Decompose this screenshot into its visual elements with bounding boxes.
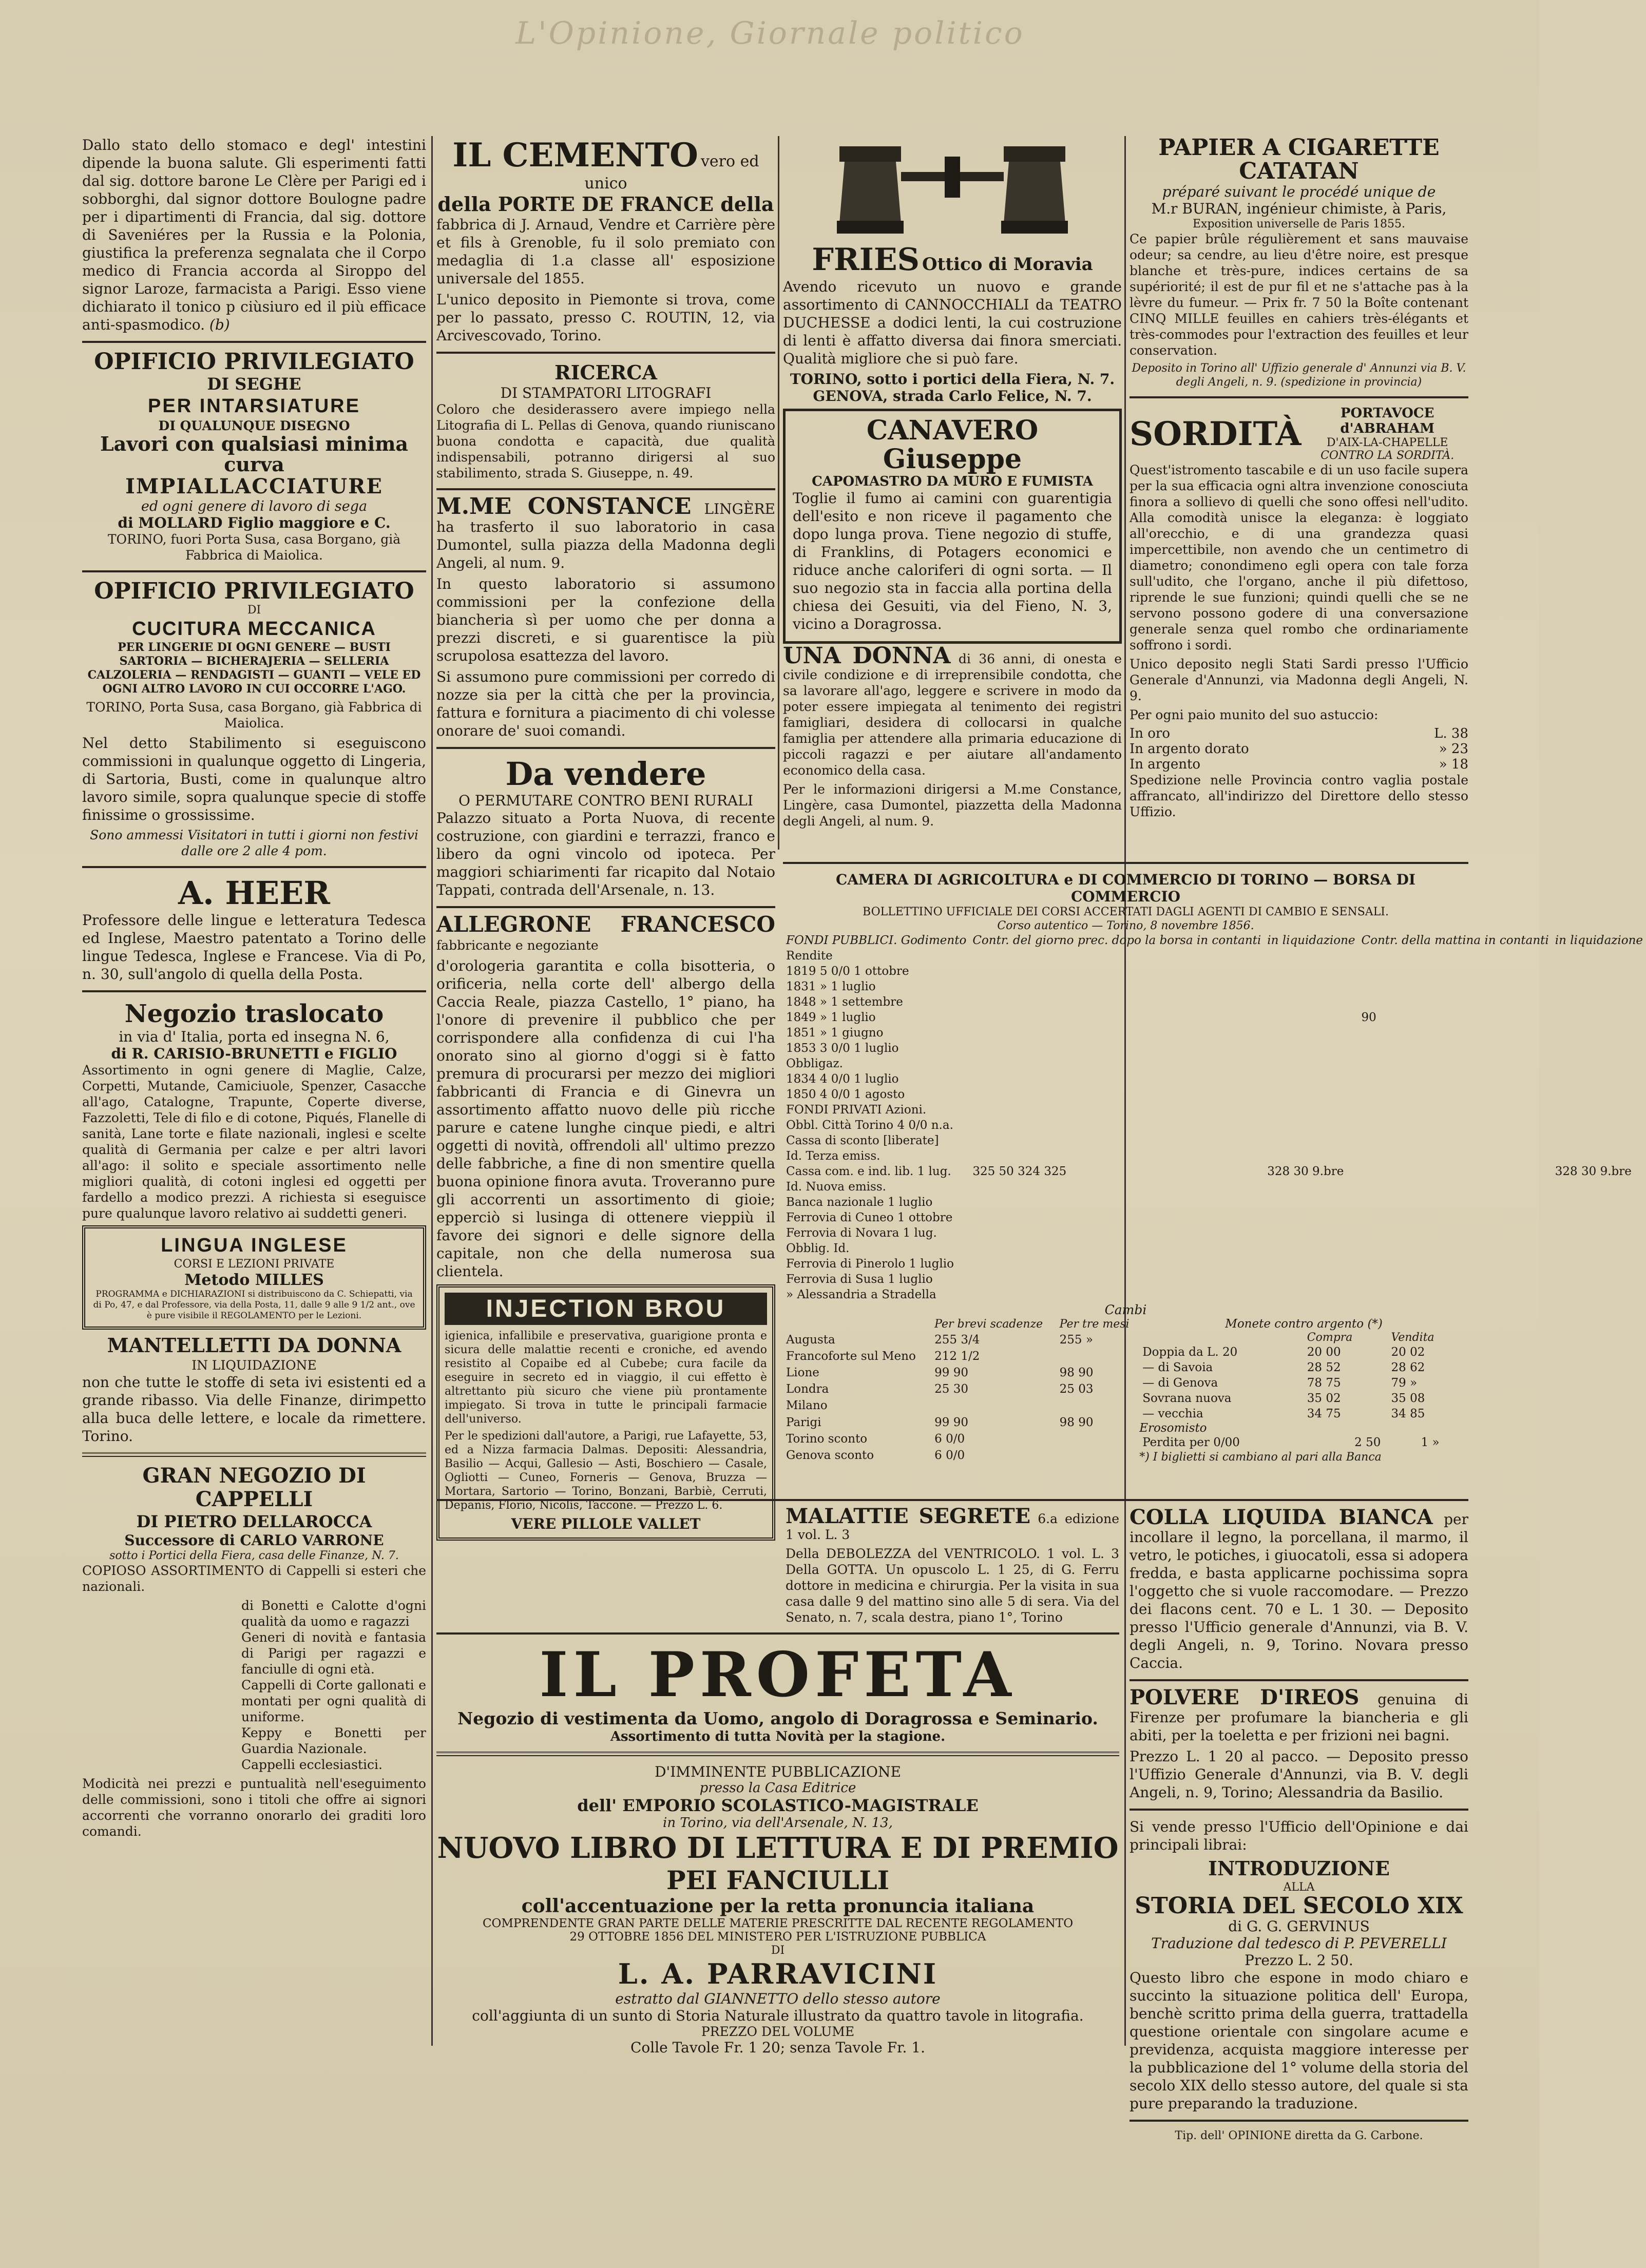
table-cell [969, 1087, 1264, 1102]
table-row [1139, 1375, 1468, 1391]
table-cell: Francoforte sul Meno [786, 1350, 916, 1363]
table-cell: 255 » [1059, 1333, 1093, 1347]
table-cell [1552, 948, 1646, 964]
table-cell [1358, 1056, 1552, 1071]
negozio-traslocato-ad: Negozio traslocato in via d' Italia, porta ed insegna N. 6, di R. CARISIO-BRUNETTI e FIGLIO Assortimento in ogni genere di Maglie, Calze, Corpetti, Mutande, Camiciuole, Spenzer, Casacche all'ago, Catalogne, Trapunte, Coperte diverse, Fazzoletti, Tele di filo e di cotone, Piqués, Flanelle di sanità, Lane torte e filate nazionali, inglesi e scelte qualità di Germania per calze e per altri lavori all'ago: il solito e speciale assortimento nelle migliori qualità, di cotoni inglesi ed oggetti per fardello a modico prezzi. A richiesta si eseguisce pure qualunque lavoro relativo ai suddetti generi. [82, 1000, 426, 1221]
table-row [783, 1287, 1646, 1302]
table-cell [1264, 1179, 1358, 1195]
monete-table [1139, 1331, 1468, 1421]
polvere-ad: POLVERE D'IREOS genuina di Firenze per profumare la biancheria e gli abiti, per la toeletta e per frizioni nei bagni. Prezzo L. 1 20 al pacco. — Deposito presso l'Uffizio Generale d'Annunzi, via B. V. degli Angeli, n. 9, Torino; Alessandria da Basilio. [1130, 1685, 1469, 1801]
table-cell [1552, 964, 1646, 979]
table-cell [1552, 1087, 1646, 1102]
table-cell [1358, 994, 1552, 1010]
binoculars-icon [809, 136, 1096, 239]
papier-cigarette-ad: PAPIER A CIGARETTE CATATAN préparé suivant le procédé unique de M.r BURAN, ingénieur chimiste, à Paris, Exposition universelle de Paris 1855. Ce papier brûle régulièrement et sans mauvaise odeur; sa cendre, au lieu d'être noire, est presque blanche et très-pure, indices certains de sa supériorité; il est de pur fil et ne s'attache pas à la lèvre du fumeur. — Prix fr. 7 50 la Boîte contenant CINQ MILLE feuilles en cahiers très-élégants et très-commodes pour l'extraction des feuilles et leur conservation. Deposito in Torino all' Uffizio generale d' Annunzi via B. V. degli Angeli, n. 9. (spedizione in provincia) [1130, 134, 1468, 389]
table-cell [1057, 1448, 1140, 1464]
table-cell: 212 1/2 [934, 1350, 980, 1363]
separator [82, 1452, 426, 1457]
table-cell: Genova sconto [786, 1448, 874, 1462]
canavero-ad: CANAVERO Giuseppe CAPOMASTRO DA MURO E FUMISTA Toglie il fumo ai camini con guarentigia dell'esito e non riceve il pagamento che dopo lunga prova. Tiene negozio di stuffe, di Franklins, di Potagers economici e riduce anche caloriferi di ogni sorta. — Il suo negozio sta in faccia alla portina della chiesa dei Gesuiti, via del Fieno, N. 3, vicino a Doragrossa. [783, 409, 1122, 644]
table-cell: 99 90 [934, 1366, 969, 1380]
table-cell: 1849 » 1 luglio [786, 1011, 876, 1024]
table-cell [1552, 1010, 1646, 1025]
table-cell: Lione [786, 1366, 819, 1380]
table-cell [1264, 1225, 1358, 1241]
table-cell [1264, 1287, 1358, 1302]
table-cell: Parigi [786, 1415, 821, 1429]
table-row [783, 1256, 1646, 1272]
table-cell: Cassa com. e ind. lib. 1 lug. [786, 1165, 951, 1178]
table-cell [1552, 1102, 1646, 1118]
table-cell: 1831 » 1 luglio [786, 980, 876, 993]
table-cell [1264, 1256, 1358, 1272]
table-cell [1264, 1087, 1358, 1102]
table-cell [1358, 1071, 1552, 1087]
injection-brou-ad: INJECTION BROU igienica, infallibile e preservativa, guarigione pronta e sicura delle malattie recenti e croniche, ed avendo resistito al Copaibe ed al Cubebe; cura facile da eseguire in secreto ed in viaggio, il cui effetto è altrettanto più sicuro che viene più prontamente impiegato. Si trova in tutte le principali farmacie dell'universo. Per le spedizioni dall'autore, a Parigi, rue Lafayette, 53, ed a Nizza farmacia Dalmas. Depositi: Alessandria, Basilio — Acqui, Gallesio — Asti, Boschiero — Casale, Ogliotti — Cuneo, Forneris — Genova, Bruzza — Mortara, Sartorio — Torino, Bonzani, Barbiè, Cerruti, Depanis, Florio, Nicolis, Taccone. — Prezzo L. 6. VERE PILLOLE VALLET [436, 1284, 775, 1541]
table-cell: » Alessandria a Stradella [786, 1288, 936, 1301]
mantelletti-ad: MANTELLETTI DA DONNA IN LIQUIDAZIONE non che tutte le stoffe di seta ivi esistenti ed a grande ribasso. Via delle Finanze, dirimpetto alla buca delle lettere, e locale da rimettere. Torino. [82, 1334, 426, 1445]
separator [436, 906, 775, 908]
table-cell: 28 62 [1391, 1361, 1425, 1374]
table-row [783, 1398, 1139, 1414]
table-row [783, 1332, 1139, 1349]
separator [82, 341, 426, 343]
table-row [783, 964, 1646, 979]
table-cell [1358, 1225, 1552, 1241]
table-cell [1358, 1025, 1552, 1041]
table-cell [1057, 1431, 1140, 1448]
lower-right [1130, 1499, 1468, 2143]
table-cell [969, 1025, 1264, 1041]
separator [1130, 1809, 1468, 1811]
table-cell [969, 979, 1264, 994]
table-cell [1264, 1133, 1358, 1148]
column-3 [783, 136, 1122, 832]
table-row [783, 1010, 1646, 1025]
table-cell [1264, 1241, 1358, 1256]
separator [436, 488, 775, 490]
table-cell: 1834 4 0/0 1 luglio [786, 1072, 899, 1086]
table-cell [1552, 1241, 1646, 1256]
table-cell [1358, 979, 1552, 994]
table-cell [969, 1133, 1264, 1148]
table-cell: Sovrana nuova [1142, 1392, 1232, 1405]
table-cell [1358, 1195, 1552, 1210]
table-cell: 79 » [1391, 1376, 1418, 1390]
separator [1130, 1499, 1468, 1501]
table-cell [1552, 1025, 1646, 1041]
table-cell: 28 52 [1307, 1361, 1341, 1374]
table-cell: Obbligaz. [786, 1057, 843, 1070]
table-cell [1264, 1056, 1358, 1071]
table-cell [1358, 1164, 1552, 1179]
table-cell [1264, 948, 1358, 964]
table-cell [969, 1071, 1264, 1087]
table-cell [1264, 979, 1358, 994]
table-cell: 99 90 [934, 1415, 969, 1429]
table-cell: 90 [1361, 1011, 1376, 1024]
table-row [783, 994, 1646, 1010]
table-cell: 34 85 [1391, 1407, 1425, 1420]
table-row [783, 1118, 1646, 1133]
table-cell [1552, 1195, 1646, 1210]
fries-ad: FRIES Ottico di Moravia Avendo ricevuto un nuovo e grande assortimento di CANNOCCHIALI da TEATRO DUCHESSE a dodici lenti, la cui costruzione di lenti è affatto diversa dai finora smerciati. Qualità migliore che si può fare. TORINO, sotto i portici della Fiera, N. 7. GENOVA, strada Carlo Felice, N. 7. [783, 136, 1122, 405]
table-cell [1552, 1118, 1646, 1133]
table-cell: 1819 5 0/0 1 ottobre [786, 965, 909, 978]
table-header: Compra Vendita [1307, 1331, 1434, 1344]
table-cell: 35 02 [1307, 1392, 1341, 1405]
table-cell [1552, 1071, 1646, 1087]
cappelli-ad: GRAN NEGOZIO DI CAPPELLI DI PIETRO DELLAROCCA Successore di CARLO VARRONE sotto i Portici della Fiera, casa delle Finanze, N. 7. COPIOSO ASSORTIMENTO di Cappelli si esteri che nazionali. di Bonetti e Calotte d'ogni qualità da uomo e ragazzi Generi di novità e fantasia di Parigi per ragazzi e fanciulle di ogni età. Cappelli di Corte gallonati e montati per ogni qualità di uniforme. Keppy e Bonetti per Guardia Nazionale. Cappelli ecclesiastici. Modicità nei prezzi e puntualità nell'eseguimento delle commissioni, sono i titoli che offre ai signori accorrenti che vorranno onorarlo dei graditi loro comandi. [82, 1464, 426, 1839]
table-cell [969, 948, 1264, 964]
table-cell: Ferrovia di Pinerolo 1 luglio [786, 1257, 954, 1271]
table-cell: 1850 4 0/0 1 agosto [786, 1088, 905, 1101]
table-cell [1358, 1241, 1552, 1256]
table-cell [1358, 964, 1552, 979]
table-cell [969, 1179, 1264, 1195]
table-cell: Torino sconto [786, 1432, 868, 1446]
borsa-commercio: CAMERA DI AGRICOLTURA e DI COMMERCIO DI TORINO — BORSA DI COMMERCIO BOLLETTINO UFFICIALE DEI CORSI ACCERTATI DAGLI AGENTI DI CAMBIO E SENSALI. Corso autentico — Torino, 8 novembre 1856. FONDI PUBBLICI. Godimento Contr. del giorno prec. dopo la borsa in contanti in liquidazione Contr. della mattina in contanti in liquidazione Rendite 1819 5 0/0 1 ottobre 1831 » 1 luglio 1848 » 1 settembre 1849 » 1 luglio 90 1851 » 1 giugno 1853 3 0/0 1 luglio Obbligaz. 1834 4 0/0 1 luglio 1850 4 0/0 1 agosto FONDI PRIVATI Azioni. Obbl. Città Torino 4 0/0 n.a. Cassa di sconto [liberate] Id. Terza emiss. Cassa com. e ind. lib. 1 lug. 325 50 324 325 328 30 9.bre 328 30 9.bre Id. Nuova emiss. Banca nazionale 1 luglio Ferrovia di Cuneo 1 ottobre Ferrovia di Novara 1 lug. Obblig. Id. Ferrovia di Pinerolo 1 luglio Ferrovia di Susa 1 luglio » Alessandria a Stradella Cambi Per brevi scadenze Per tre mesi Augusta 255 3/4 255 » Francoforte sul Meno 212 1/2 Lione 99 90 98 90 Londra 25 30 25 03 Milano Parigi 99 90 98 90 Torino sconto 6 0/0 Genova sconto 6 0/0 Monete contro argento (*) Compra Vendita Doppia da L. 20 20 00 20 02 — di Savoia 28 52 28 62 — di Genova 78 75 79 » Sovrana nuova 35 02 35 08 — vecchia 34 75 34 85 Erosomisto Perdita per 0/00 2 50 1 » *) I biglietti si cambiano al pari alla Banca [783, 855, 1468, 1464]
table-cell [1552, 1041, 1646, 1056]
table-cell: Milano [786, 1399, 828, 1413]
table-cell [1358, 1133, 1552, 1148]
malattie-ad: MALATTIE SEGRETE 6.a edizione 1 vol. L. 3 Della DEBOLEZZA del VENTRICOLO. 1 vol. L. 3 Della GOTTA. Un opuscolo L. 1 25, di G. Ferru dottore in medicina e chirurgia. Per la visita in sua casa dalle 9 del mattino sino alle 5 di sera. Via del Senato, n. 7, scala destra, piano 1°, Torino [786, 1504, 1119, 1625]
table-cell: 98 90 [1059, 1366, 1094, 1380]
table-cell [1552, 1179, 1646, 1195]
table-cell [1552, 979, 1646, 994]
price-row: In argento dorato » 23 [1130, 741, 1468, 757]
table-row [783, 1056, 1646, 1071]
table-header: FONDI PUBBLICI. Godimento Contr. del giorno prec. dopo la borsa in contanti in liquidazione Contr. della mattina in contanti in liquidazione [786, 934, 1643, 947]
fondi-table [783, 933, 1646, 1302]
sordita-ad: SORDITÀ PORTAVOCE d'ABRAHAM D'AIX-LA-CHAPELLE CONTRO LA SORDITÀ. Quest'istromento tascabile e di un uso facile supera per la sua efficacia ogni altra invenzione conosciuta finora a sollievo di quelli che sono offesi nell'udito. Alla comodità unisce la eleganza: è loggiato all'orecchio, e di una grandezza quasi impercettibile, non avendo che un centimetro di diametro; conondimeno egli opera con tale forza sull'udito, che l'organo, anche il più difettoso, riprende le sue funzioni; quindi quelli che se ne servono possono godere di una conversazione generale senza quel rombo che ordinariamente soffrono i sordi. Unico deposito negli Stati Sardi presso l'Ufficio Generale d'Annunzi, via Madonna degli Angeli, N. 9. Per ogni paio munito del suo astuccio: In oro L. 38 In argento dorato » 23 In argento » 18 Spedizione nelle Provincia contro vaglia postale affrancato, all'indirizzo del Direttore dello stesso Uffizio. [1130, 406, 1468, 819]
table-cell [969, 1148, 1264, 1164]
table-cell [1264, 964, 1358, 979]
table-cell [1358, 1179, 1552, 1195]
table-cell: Augusta [786, 1333, 835, 1347]
table-cell: 1853 3 0/0 1 luglio [786, 1042, 899, 1055]
column-2 [436, 136, 775, 1545]
table-row [1139, 1360, 1468, 1375]
table-cell [1264, 1272, 1358, 1287]
table-cell [1552, 1225, 1646, 1241]
table-row [783, 1025, 1646, 1041]
table-cell: Ferrovia di Novara 1 lug. [786, 1226, 937, 1240]
ghost-header: L'Opinione, Giornale politico [515, 15, 1025, 51]
price-row: In argento » 18 [1130, 757, 1468, 772]
table-cell [969, 1118, 1264, 1133]
table-row [783, 1102, 1646, 1118]
table-cell: Doppia da L. 20 [1142, 1346, 1238, 1359]
table-row [783, 1241, 1646, 1256]
separator [783, 862, 1468, 864]
table-cell [969, 1056, 1264, 1071]
table-cell: Ferrovia di Susa 1 luglio [786, 1273, 933, 1286]
table-row [783, 979, 1646, 994]
cambi-table [783, 1317, 1139, 1464]
heer-ad: A. HEER Professore delle lingue e letteratura Tedesca ed Inglese, Maestro patentato a Torino delle lingue Tedesca, Inglese e Francese. Via di Po, n. 30, sull'angolo di quella della Posta. [82, 874, 426, 983]
table-row [783, 1133, 1646, 1148]
erosion-table [1139, 1435, 1468, 1450]
table-cell [969, 1241, 1264, 1256]
separator [436, 1752, 1119, 1756]
allegrone-ad: ALLEGRONE FRANCESCO fabbricante e negoziante d'orologeria garantita e colla bisotteria, o orificeria, nella corte dell' albergo della Caccia Reale, piazza Castello, 1° piano, ha l'onore di prevenire il pubblico che per corrispondere alla confidenza di cui l'ha onorato sino al giorno d'oggi si è fatto premura di procurarsi per mezzo dei migliori fabbricanti di Francia e di Ginevra un assortimento affatto nuovo delle più ricche parure e catene lunghe cinque piedi, e altri oggetti di novità, offrendoli all' ultimo prezzo delle fabbriche, a fine di non smentire quella buona opinione finora avuta. Troveranno pure gli accorrenti un assortimento di gioie; epperciò si lusinga di ottenere vieppiù il favore dei signori e delle signore della capitale, non che della numerosa sua clientela. [436, 912, 775, 1280]
table-cell: 328 30 9.bre [1267, 1165, 1344, 1178]
nuovo-libro-ad: D'IMMINENTE PUBBLICAZIONE presso la Casa Editrice dell' EMPORIO SCOLASTICO-MAGISTRALE in Torino, via dell'Arsenale, N. 13, NUOVO LIBRO DI LETTURA E DI PREMIO PEI FANCIULLI coll'accentuazione per la retta pronuncia italiana COMPRENDENTE GRAN PARTE DELLE MATERIE PRESCRITTE DAL RECENTE REGOLAMENTO 29 OTTOBRE 1856 DEL MINISTERO PER L'ISTRUZIONE PUBBLICA DI L. A. PARRAVICINI estratto dal GIANNETTO dello stesso autore coll'aggiunta di un sunto di Storia Naturale illustrato da quattro tavole in litografia. PREZZO DEL VOLUME Colle Tavole Fr. 1 20; senza Tavole Fr. 1. [437, 1763, 1119, 2056]
table-cell [1358, 1287, 1552, 1302]
table-cell: Obblig. Id. [786, 1242, 850, 1255]
table-row [783, 1225, 1646, 1241]
column-divider [778, 136, 779, 850]
table-cell [1358, 1272, 1552, 1287]
table-cell: 20 00 [1307, 1346, 1341, 1359]
table-row [783, 948, 1646, 964]
table-cell [1264, 1071, 1358, 1087]
table-cell: Id. Terza emiss. [786, 1149, 881, 1163]
table-cell [1264, 1010, 1358, 1025]
separator [1130, 1679, 1468, 1681]
table-cell: Londra [786, 1382, 829, 1396]
cemento-ad: IL CEMENTO vero ed unico della PORTE DE FRANCE della fabbrica di J. Arnaud, Vendre et Carrière père et fils à Grenoble, fu il solo premiato con medaglia di 1.a classe all' esposizione universale del 1855. L'unico deposito in Piemonte si trova, come per lo passato, presso C. ROUTIN, 12, via Arcivescovado, Torino. [436, 136, 775, 344]
table-cell [1552, 1272, 1646, 1287]
table-row [783, 1164, 1646, 1179]
table-cell [1358, 948, 1552, 964]
table-cell [1552, 1056, 1646, 1071]
separator [1130, 396, 1468, 398]
table-cell [1552, 1133, 1646, 1148]
table-cell: 1851 » 1 giugno [786, 1026, 884, 1040]
table-cell [1057, 1349, 1140, 1365]
lingua-inglese-ad: LINGUA INGLESE CORSI E LEZIONI PRIVATE Metodo MILLES PROGRAMMA e DICHIARAZIONI si distribuiscono da C. Schiepatti, via di Po, 47, e dal Professore, via della Posta, 11, dalle 9 alle 9 1/2 ant., ove è pure visibile il REGOLAMENTO per le Lezioni. [82, 1225, 426, 1330]
table-cell [969, 1041, 1264, 1056]
table-cell [969, 1195, 1264, 1210]
table-cell [969, 1225, 1264, 1241]
table-cell: 1848 » 1 settembre [786, 995, 903, 1009]
table-cell: 34 75 [1307, 1407, 1341, 1420]
table-cell: — di Savoia [1142, 1361, 1213, 1374]
column-4 [1130, 136, 1468, 823]
table-cell [931, 1398, 1057, 1414]
table-cell: — di Genova [1142, 1376, 1218, 1390]
table-cell [1264, 1025, 1358, 1041]
colla-ad: COLLA LIQUIDA BIANCA per incollare il legno, la porcellana, il marmo, il vetro, le potiches, i giuocatoli, essa si adopera fredda, e basta applicarne pochissima sopra l'oggetto che si vuole raccomodare. — Prezzo dei flacons cent. 70 e L. 1 30. — Deposito presso l'Ufficio generale d'Annunzi, via B. V. degli Angeli, n. 9, Torino. Novara presso Caccia. [1130, 1505, 1468, 1671]
table-header: Per brevi scadenze Per tre mesi [934, 1318, 1130, 1331]
table-cell: 20 02 [1391, 1346, 1425, 1359]
opificio-seghe-ad: OPIFICIO PRIVILEGIATO DI SEGHE PER INTARSIATURE DI QUALUNQUE DISEGNO Lavori con qualsiasi minima curva IMPIALLACCIATURE ed ogni genere di lavoro di sega di MOLLARD Figlio maggiore e C. TORINO, fuori Porta Susa, casa Borgano, già Fabbrica di Maiolica. [94, 349, 414, 563]
table-row [783, 1365, 1139, 1381]
table-cell [969, 1272, 1264, 1287]
ricerca-ad: RICERCA DI STAMPATORI LITOGRAFI Coloro che desiderassero avere impiego nella Litografia di L. Pellas di Genova, quando riuniscano buona condotta e capacità, due qualità indispensabili, potranno dirigersi al suo stabilimento, strada S. Giuseppe, n. 49. [436, 361, 775, 480]
table-cell [1264, 1210, 1358, 1225]
table-cell [1057, 1398, 1140, 1414]
constance-ad: M.ME CONSTANCE LINGÈRE ha trasferto il suo laboratorio in casa Dumontel, sulla piazza della Madonna degli Angeli, al num. 9. In questo laboratorio si assumono commissioni per la confezione della biancheria sì per uomo che per donna a prezzi discreti, e si guarentisce la più scrupolosa esattezza del lavoro. Si assumono pure commissioni per corredo di nozze sia per la città che per la provincia, fattura e fornitura a piacimento di chi volesse onorare de' suoi comandi. [436, 493, 775, 739]
table-cell: FONDI PRIVATI Azioni. [786, 1103, 927, 1117]
table-cell [969, 1102, 1264, 1118]
table-row [783, 1448, 1139, 1464]
table-row [783, 1041, 1646, 1056]
table-cell [1358, 1148, 1552, 1164]
table-cell [1264, 1118, 1358, 1133]
table-row: Perdita per 0/00 2 50 1 » [1142, 1436, 1440, 1449]
column-divider [431, 136, 433, 2046]
table-cell: Id. Nuova emiss. [786, 1180, 886, 1194]
table-row [783, 1071, 1646, 1087]
table-cell: Banca nazionale 1 luglio [786, 1196, 933, 1209]
table-cell [1552, 1256, 1646, 1272]
table-row [783, 1381, 1139, 1398]
una-donna-ad: UNA DONNA di 36 anni, di onesta e civile condizione e di irreprensibile condotta, che sa lavorare all'ago, leggere e scrivere in modo da poter essere impiegata al tenimento dei registri famigliari, desidera di collocarsi in qualche famiglia per attendere alla primaria educazione di piccoli ragazzi e per aiutare all'andamento economico della casa. Per le informazioni dirigersi a M.me Constance, Lingère, casa Dumontel, piazzetta della Madonna degli Angeli, al num. 9. [783, 643, 1122, 829]
separator [82, 866, 426, 868]
table-cell [1552, 1287, 1646, 1302]
table-cell [1358, 1118, 1552, 1133]
separator [82, 990, 426, 992]
table-row [1139, 1344, 1468, 1360]
da-vendere-ad: Da vendere O PERMUTARE CONTRO BENI RURALI Palazzo situato a Porta Nuova, di recente costruzione, con giardini e terrazzi, franco e libero da ogni vincolo od ipoteca. Per maggiori schiarimenti far ricapito dal Notaio Tappati, contrada dell'Arsenale, n. 13. [436, 755, 775, 898]
table-cell [969, 994, 1264, 1010]
table-cell: Ferrovia di Cuneo 1 ottobre [786, 1211, 953, 1224]
table-cell: 328 30 9.bre [1555, 1165, 1632, 1178]
table-cell [1358, 1087, 1552, 1102]
table-cell: 35 08 [1391, 1392, 1425, 1405]
table-row [783, 1431, 1139, 1448]
table-row [783, 1349, 1139, 1365]
separator [436, 747, 775, 749]
table-row [783, 1148, 1646, 1164]
table-row [783, 1195, 1646, 1210]
table-cell: Rendite [786, 949, 833, 963]
table-cell [1264, 1102, 1358, 1118]
opificio-cucitura-ad: OPIFICIO PRIVILEGIATO DI CUCITURA MECCANICA PER LINGERIE DI OGNI GENERE — BUSTI SARTORIA — BICHERAJERIA — SELLERIA CALZOLERIA — RENDAGISTI — GUANTI — VELE ED OGNI ALTRO LAVORO IN CUI OCCORRE L'AGO. TORINO, Porta Susa, casa Borgano, già Fabbrica di Maiolica. Nel detto Stabilimento si eseguiscono commissioni in qualunque oggetto di Lingeria, di Sartoria, Busti, come in qualunque altro lavoro simile, sopra qualunque specie di stoffe finissime o grossissime. Sono ammessi Visitatori in tutti i giorni non festivi dalle ore 2 alle 4 pom. [82, 578, 426, 858]
storia-ad: Si vende presso l'Ufficio dell'Opinione e dai principali librai: INTRODUZIONE ALLA STORIA DEL SECOLO XIX di G. G. GERVINUS Traduzione dal tedesco di P. PEVERELLI Prezzo L. 2 50. Questo libro che espone in modo chiaro e succinto la situazione politica dell' Europa, benchè scritto prima della guerra, trattadella questione orientale con singolare acume e previdenza, acquista maggiore interesse per la pubblicazione del 1° volume della storia del secolo XIX dello stesso autore, del quale si sta pure preparando la traduzione. Tip. dell' OPINIONE diretta da G. Carbone. [1130, 1818, 1468, 2142]
table-row [783, 1087, 1646, 1102]
table-cell: 325 50 324 325 [972, 1165, 1067, 1178]
column-1 [82, 136, 426, 1842]
table-cell: 78 75 [1307, 1376, 1341, 1390]
table-row [783, 1179, 1646, 1195]
table-cell [1264, 1041, 1358, 1056]
table-cell [969, 1287, 1264, 1302]
table-cell: Obbl. Città Torino 4 0/0 n.a. [786, 1119, 953, 1132]
table-cell [969, 1210, 1264, 1225]
siroppo-ad: Dallo stato dello stomaco e degl' intestini dipende la buona salute. Gli esperimenti fatti dal sig. dottore barone Le Clère per Parigi ed i sobborghi, dal signor dottore Boulogne padre per i dipartimenti di Francia, dal sig. dottore di Saveniéres per la Russia e la Polonia, giustifica la preferenza segnalata che il Corpo medico di Francia accorda al Siroppo del signor Laroze, farmacista a Parigi. Esso viene dichiarato il tonico p ciùsiuro ed il più efficace anti-spasmodico. (b) [82, 137, 426, 333]
separator [1130, 2120, 1468, 2122]
table-cell [969, 1010, 1264, 1025]
table-cell: 25 30 [934, 1382, 969, 1396]
separator [82, 570, 426, 572]
table-cell [1264, 1148, 1358, 1164]
table-cell: 6 0/0 [934, 1448, 965, 1462]
table-cell [1552, 1210, 1646, 1225]
table-row [783, 1272, 1646, 1287]
profeta-ad: IL PROFETA Negozio di vestimenta da Uomo, angolo di Doragrossa e Seminario. Assortimento di tutta Novità per la stagione. [457, 1639, 1098, 1744]
table-cell [1358, 1256, 1552, 1272]
table-cell [969, 964, 1264, 979]
table-cell: 6 0/0 [934, 1432, 965, 1446]
table-cell: Cassa di sconto [liberate] [786, 1134, 939, 1147]
table-cell: — vecchia [1142, 1407, 1203, 1420]
table-row [783, 1210, 1646, 1225]
table-row [1139, 1391, 1468, 1406]
table-row [783, 1415, 1139, 1431]
table-cell [1358, 1041, 1552, 1056]
table-cell [1358, 1210, 1552, 1225]
table-cell [1552, 1148, 1646, 1164]
table-cell [969, 1256, 1264, 1272]
table-cell [1552, 994, 1646, 1010]
table-cell: 25 03 [1059, 1382, 1094, 1396]
table-row [1139, 1406, 1468, 1421]
separator [436, 352, 775, 354]
table-cell [1264, 1195, 1358, 1210]
table-cell: 255 3/4 [934, 1333, 980, 1347]
table-cell [1358, 1102, 1552, 1118]
price-row: In oro L. 38 [1130, 726, 1468, 741]
separator [436, 1632, 1119, 1635]
table-cell: 98 90 [1059, 1415, 1094, 1429]
table-cell [1264, 994, 1358, 1010]
